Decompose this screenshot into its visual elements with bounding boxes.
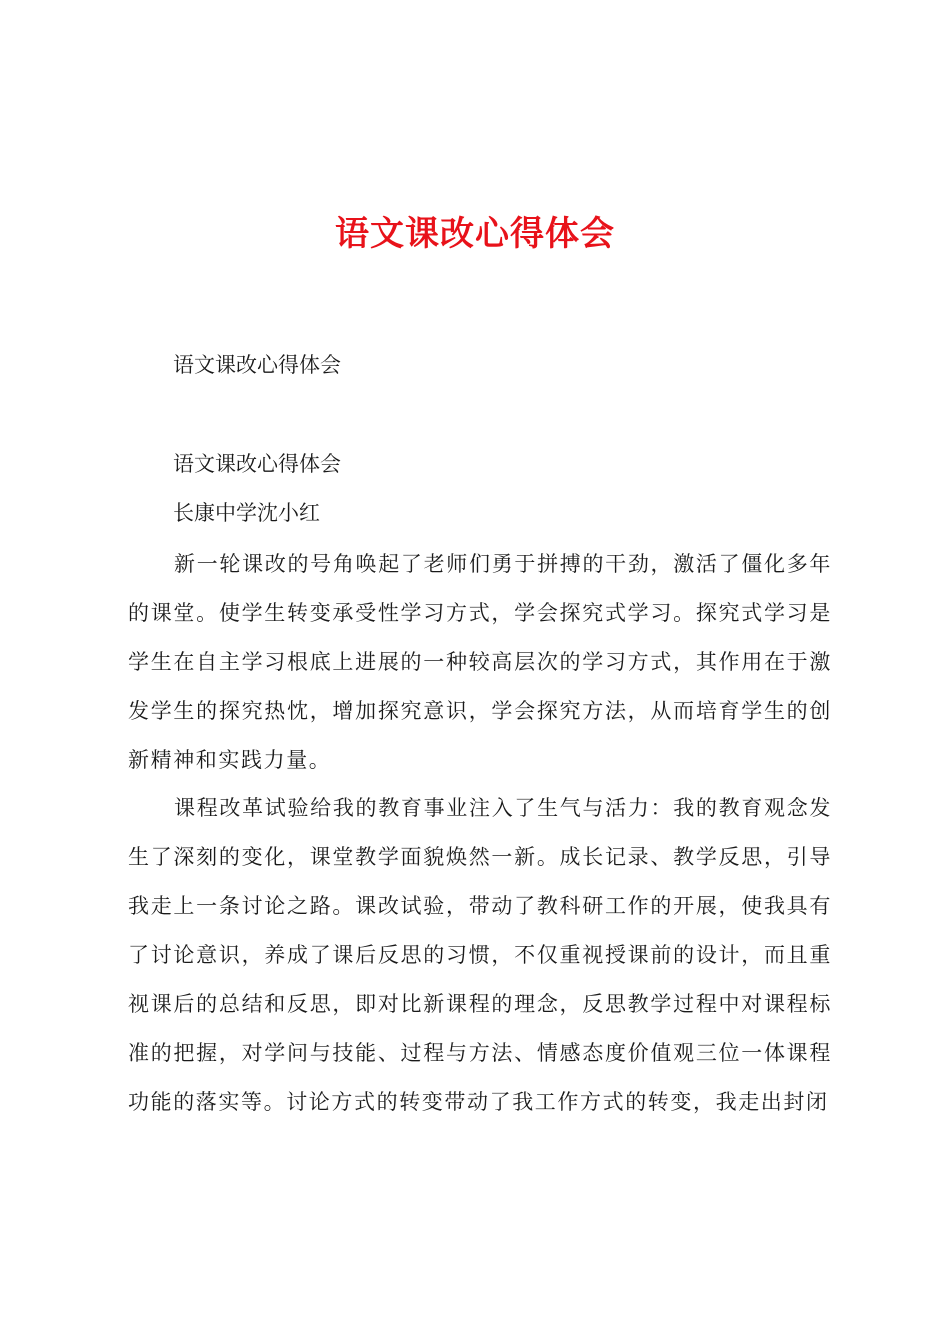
paragraph-1: 新一轮课改的号角唤起了老师们勇于拼搏的干劲，激活了僵化多年的课堂。使学生转变承受性学习方式，学会探究式学习。探究式学习是学生在自主学习根底上进展的一种较高层次的学习方式，其作用在于激发学生的探究热忱，增加探究意识，学会探究方法，从而培育学生的创新精神和实践力量。 xyxy=(128,552,832,772)
document-title: 语文课改心得体会 xyxy=(335,214,615,254)
subtitle: 语文课改心得体会 xyxy=(173,452,341,476)
paragraph-2: 课程改革试验给我的教育事业注入了生气与活力：我的教育观念发生了深刻的变化，课堂教学面貌焕然一新。成长记录、教学反思，引导我走上一条讨论之路。课改试验，带动了教科研工作的开展，使我具有了讨论意识，养成了课后反思的习惯，不仅重视授课前的设计，而且重视课后的总结和反思，即对比新课程的理念，反思教学过程中对课程标准的把握，对学问与技能、过程与方法、情感态度价值观三位一体课程功能的落实等。讨论方式的转变带动了我工作方式的转变，我走出封闭 xyxy=(128,796,832,1114)
author-line: 长康中学沈小红 xyxy=(173,501,320,525)
heading-repeat: 语文课改心得体会 xyxy=(173,353,341,377)
